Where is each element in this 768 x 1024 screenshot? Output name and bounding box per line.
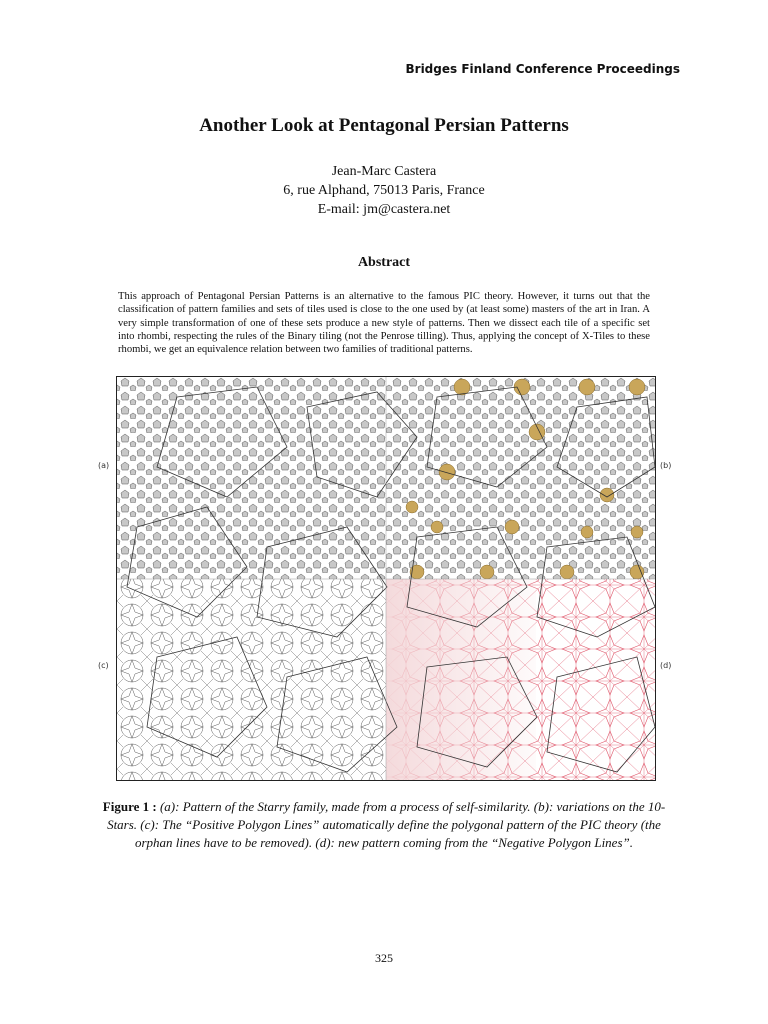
author-email: E-mail: jm@castera.net (317, 202, 451, 217)
paper-title: Another Look at Pentagonal Persian Patterns (199, 115, 569, 136)
author-name: Jean-Marc Castera (331, 164, 437, 179)
abstract-heading: Abstract (357, 255, 411, 270)
running-head: Bridges Finland Conference Proceedings (405, 62, 680, 76)
caption-label: Figure 1 : (102, 799, 157, 814)
caption-text: (a): Pattern of the Starry family, made from a process of self-similarity. (b): variations on the 10-Stars. (c): The “Positive Polygon Lines” automatically define the polygonal pattern of the PIC theory (the orphan lines have to be removed). (d): new pattern coming from the “Negative Polygon Lines”. (107, 799, 666, 850)
panel-label-b: (b) (660, 461, 672, 470)
abstract-text: This approach of Pentagonal Persian Patterns is an alternative to the famous PIC theory. However, it turns out that the classification of pattern families and sets of tiles used is close to the one used by (at least some) masters of the art in Iran. A very simple transformation of one of these sets produce a new style of patterns. Then we dissect each tile of a specific set into rhombi, respecting the rules of the Binary tiling (not the Penrose tilling). Thus, applying the concept of X-Tiles to these rhombi, we get an equivalence relation between two families of traditional patterns. (118, 291, 650, 356)
panel-label-c: (c) (98, 661, 109, 670)
author-address: 6, rue Alphand, 75013 Paris, France (283, 183, 485, 198)
panel-c (117, 579, 386, 780)
panel-a (117, 377, 386, 579)
figure-image (116, 376, 656, 781)
pink-overlay (386, 579, 536, 780)
panel-label-d: (d) (660, 661, 672, 670)
figure-caption (100, 798, 668, 852)
panel-label-a: (a) (98, 461, 110, 470)
page-number: 325 (375, 951, 393, 965)
panel-b (386, 377, 655, 579)
author-block (0, 162, 768, 219)
